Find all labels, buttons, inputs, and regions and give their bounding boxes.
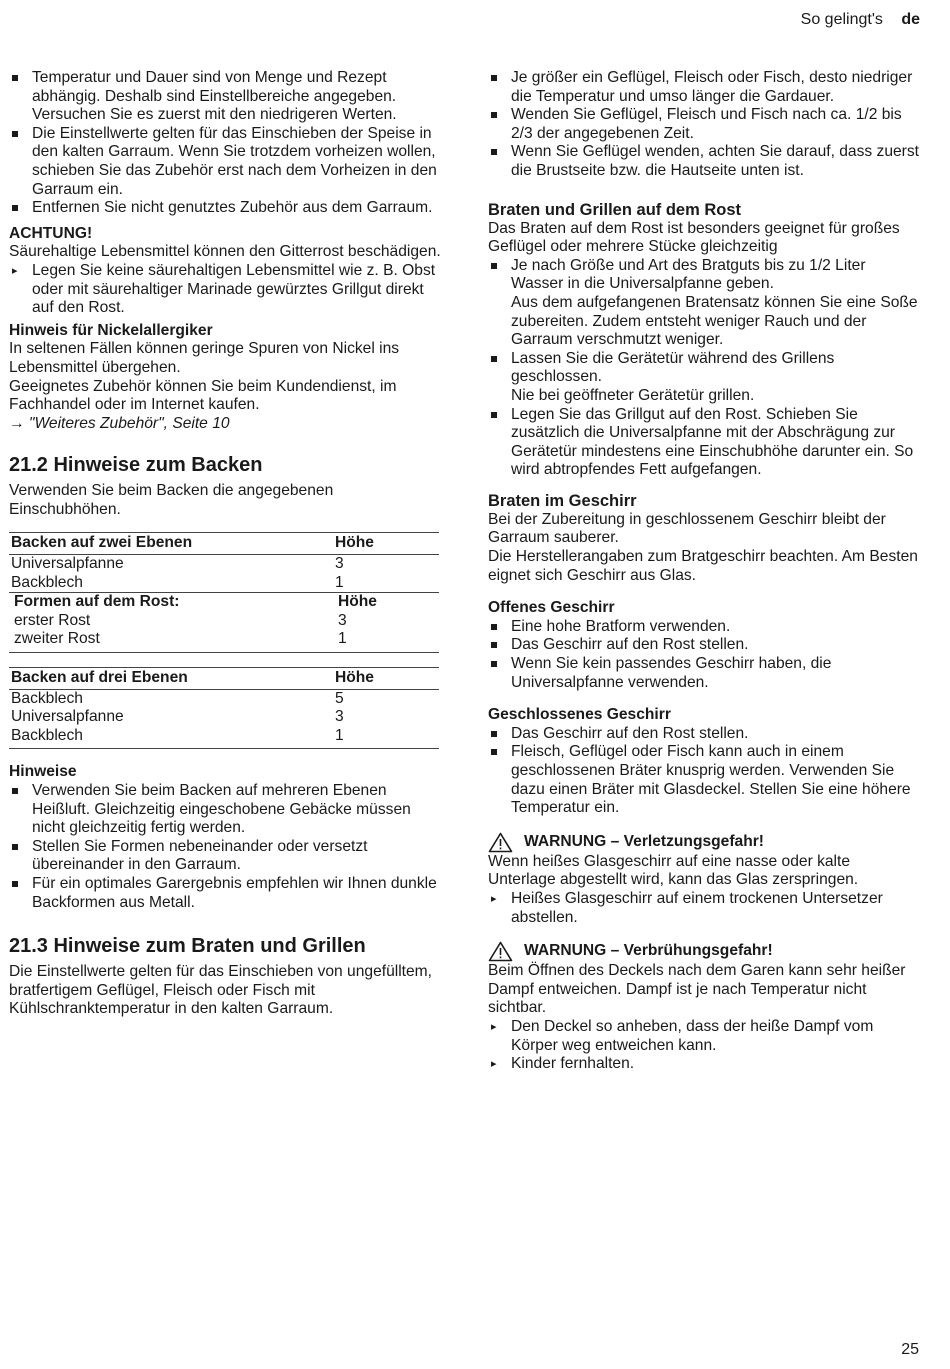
list-item: ▸ Den Deckel so anheben, dass der heiße Dampf vom Körper weg entweichen kann.: [488, 1018, 920, 1055]
table-header-cell: Formen auf dem Rost:: [9, 593, 333, 612]
table-header-cell: Backen auf drei Ebenen: [9, 668, 333, 690]
section-heading-backen: 21.2 Hinweise zum Backen: [9, 454, 263, 477]
header-language: de: [901, 11, 920, 28]
list-item: ▸ Heißes Glasgeschirr auf einem trockenen Untersetzer abstellen.: [488, 890, 920, 927]
hinweise-title: Hinweise: [9, 763, 77, 781]
warning-actions: [488, 890, 920, 927]
backen-table-three-levels: [9, 667, 439, 749]
table-row: [9, 708, 439, 727]
warning-title-text: WARNUNG – Verletzungsgefahr!: [524, 832, 765, 850]
hinweise-list: [9, 782, 441, 912]
table-cell: zweiter Rost: [9, 630, 333, 652]
table-header-cell: Höhe: [333, 533, 439, 555]
table-cell: 3: [335, 555, 344, 573]
table-row: [9, 555, 439, 574]
table-cell: 1: [333, 630, 439, 652]
geschirr-text: Bei der Zubereitung in geschlossenem Geschirr bleibt der Garraum sauberer.: [488, 510, 886, 547]
list-item: Eine hohe Bratform verwenden.: [488, 618, 920, 637]
table-header-row: [9, 668, 439, 690]
warning-title: [488, 941, 920, 962]
warning-title: [488, 832, 920, 853]
warning-title-text: WARNUNG – Verbrühungsgefahr!: [524, 942, 773, 960]
table-cell: erster Rost: [14, 611, 91, 629]
left-column: [9, 69, 441, 1019]
rost-heading: Braten und Grillen auf dem Rost: [488, 200, 742, 219]
list-item: Wenn Sie kein passendes Geschirr haben, die Universalpfanne verwenden.: [488, 655, 920, 692]
warning-text: Beim Öffnen des Deckels nach dem Garen kann sehr heißer Dampf entweichen. Dampf ist je nach Temperatur nicht sichtbar.: [488, 962, 906, 1017]
header-section-title: So gelingt's: [800, 11, 883, 28]
list-item: Wenden Sie Geflügel, Fleisch und Fisch nach ca. 1/2 bis 2/3 der angegebenen Zeit.: [488, 106, 920, 143]
warning-text: Wenn heißes Glasgeschirr auf eine nasse oder kalte Unterlage abgestellt wird, kann das Glas zerspringen.: [488, 852, 859, 889]
list-item: Je größer ein Geflügel, Fleisch oder Fisch, desto niedriger die Temperatur und umso länger die Gardauer.: [488, 69, 920, 106]
list-item-extra: Aus dem aufgefangenen Bratensatz können Sie eine Soße zubereiten. Zudem entsteht weniger Rauch und der Garraum verschmutzt weniger.: [511, 293, 918, 349]
braten-tips-list: [488, 69, 920, 181]
nickel-text: In seltenen Fällen können geringe Spuren von Nickel ins Lebensmittel übergehen.: [9, 340, 400, 376]
rost-intro: Das Braten auf dem Rost ist besonders geeignet für großes Geflügel oder mehrere Stücke gleichzeitig: [488, 219, 900, 256]
table-cell: 3: [338, 611, 347, 629]
table-row: [9, 574, 439, 593]
table-header-cell: Backen auf zwei Ebenen: [9, 533, 333, 555]
list-item: Die Einstellwerte gelten für das Einschieben der Speise in den kalten Garraum. Wenn Sie trotzdem vorheizen wollen, schieben Sie das Zubehör erst nach dem Vorheizen in den Garraum ein.: [9, 125, 441, 199]
backen-intro: Verwenden Sie beim Backen die angegebenen Einschubhöhen.: [9, 482, 334, 518]
geschlossen-list: [488, 725, 920, 818]
warning-triangle-icon: [488, 941, 513, 962]
geschirr-text: Die Herstellerangaben zum Bratgeschirr beachten. Am Besten eignet sich Geschirr aus Glas.: [488, 548, 918, 584]
page-header: [801, 11, 920, 30]
list-item: Für ein optimales Garergebnis empfehlen wir Ihnen dunkle Backformen aus Metall.: [9, 875, 441, 912]
list-item: Verwenden Sie beim Backen auf mehreren Ebenen Heißluft. Gleichzeitig eingeschobene Gebäcke müssen nicht gleichzeitig fertig werden.: [9, 782, 441, 838]
rost-list: [488, 257, 920, 480]
offen-list: [488, 618, 920, 692]
table-row: [9, 630, 439, 652]
warning-triangle-icon: [488, 832, 513, 853]
nickel-text: Geeignetes Zubehör können Sie beim Kundendienst, im Fachhandel oder im Internet kaufen.: [9, 377, 397, 414]
list-item: Temperatur und Dauer sind von Menge und Rezept abhängig. Deshalb sind Einstellbereiche angegeben. Versuchen Sie es zuerst mit den niedrigeren Werten.: [9, 69, 441, 125]
list-item: [488, 350, 920, 406]
table-row: [9, 612, 439, 631]
list-item-text: Je nach Größe und Art des Bratguts bis zu 1/2 Liter Wasser in die Universalpfanne geben.: [511, 256, 866, 293]
backen-table-two-levels: [9, 532, 439, 653]
table-header-row: [9, 533, 439, 555]
table-header-cell: Höhe: [333, 668, 439, 690]
table-cell: 1: [335, 573, 344, 591]
achtung-text: Säurehaltige Lebensmittel können den Gitterrost beschädigen.: [9, 243, 441, 261]
list-item: Das Geschirr auf den Rost stellen.: [488, 725, 920, 744]
table-row: [9, 727, 439, 749]
braten-intro: Die Einstellwerte gelten für das Einschieben von ungefülltem, bratfertigem Geflügel, Fleisch oder Fisch mit Kühlschranktemperatur in den kalten Garraum.: [9, 963, 433, 1018]
list-item: Stellen Sie Formen nebeneinander oder versetzt übereinander in den Garraum.: [9, 838, 441, 875]
offen-title: Offenes Geschirr: [488, 599, 615, 617]
section-heading-braten: 21.3 Hinweise zum Braten und Grillen: [9, 935, 366, 958]
table-cell: Universalpfanne: [11, 555, 124, 573]
table-cell: 5: [335, 689, 344, 707]
list-item: [488, 257, 920, 350]
geschlossen-title: Geschlossenes Geschirr: [488, 706, 671, 724]
achtung-title: ACHTUNG!: [9, 224, 93, 242]
warning-actions: [488, 1018, 920, 1074]
nickel-title: Hinweis für Nickelallergiker: [9, 321, 213, 339]
table-cell: Backblech: [11, 689, 83, 707]
list-item: Entfernen Sie nicht genutztes Zubehör aus dem Garraum.: [9, 199, 441, 218]
table-subheader-row: [9, 593, 439, 612]
table-cell: 3: [335, 708, 344, 726]
list-item: Das Geschirr auf den Rost stellen.: [488, 636, 920, 655]
geschirr-heading: Braten im Geschirr: [488, 491, 637, 510]
list-item: Fleisch, Geflügel oder Fisch kann auch in einem geschlossenen Bräter knusprig werden. Verwenden Sie dazu einen Bräter mit Glasdeckel. Stellen Sie eine höhere Temperatur ein.: [488, 743, 920, 817]
table-row: [9, 689, 439, 708]
list-item-extra: Nie bei geöffneter Gerätetür grillen.: [511, 386, 755, 404]
right-column: [488, 69, 920, 1074]
table-cell: Backblech: [9, 727, 333, 749]
list-item: ▸ Legen Sie keine säurehaltigen Lebensmittel wie z. B. Obst oder mit säurehaltiger Marinade gewürztes Grillgut direkt auf den Rost.: [9, 262, 441, 318]
page-number: 25: [901, 1341, 919, 1358]
achtung-actions: [9, 262, 441, 318]
list-item: Wenn Sie Geflügel wenden, achten Sie darauf, dass zuerst die Brustseite bzw. die Hautseite unten ist.: [488, 143, 920, 180]
cross-reference-link[interactable]: → "Weiteres Zubehör", Seite 10: [9, 414, 230, 432]
table-header-cell: Höhe: [333, 593, 439, 612]
intro-list: [9, 69, 441, 218]
list-item: ▸ Kinder fernhalten.: [488, 1055, 920, 1074]
table-cell: Backblech: [11, 573, 83, 591]
list-item-text: Lassen Sie die Gerätetür während des Grillens geschlossen.: [511, 349, 835, 386]
list-item: Legen Sie das Grillgut auf den Rost. Schieben Sie zusätzlich die Universalpfanne mit der Abschrägung zur Gerätetür mindestens eine Einschubhöhe darunter ein. So wird abtropfendes Fett aufgefangen.: [488, 406, 920, 480]
table-cell: 1: [333, 727, 439, 749]
table-cell: Universalpfanne: [11, 708, 124, 726]
